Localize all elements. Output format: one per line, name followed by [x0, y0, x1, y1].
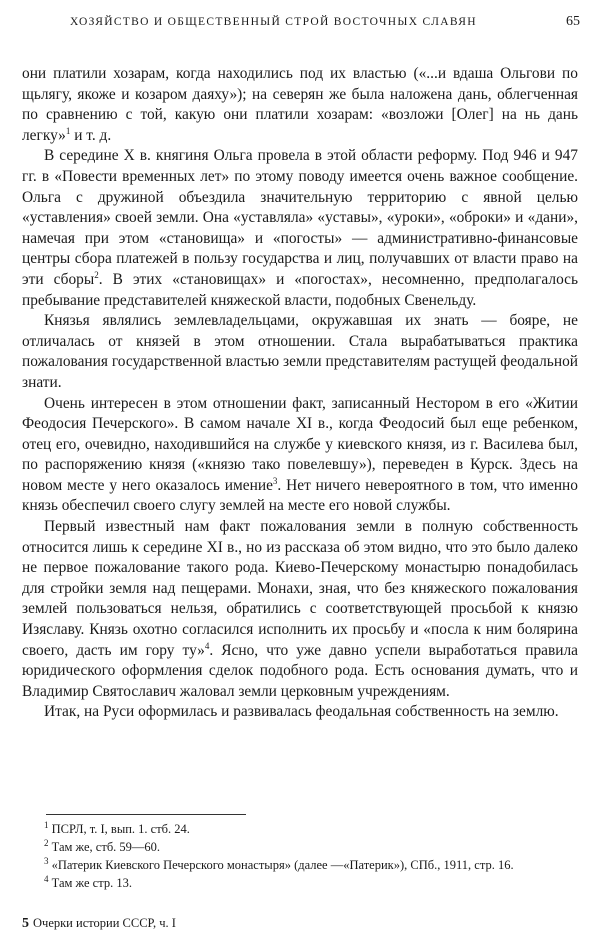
footnote-ref-3: 3 [272, 475, 278, 486]
signature-text: Очерки истории СССР, ч. I [33, 916, 176, 930]
paragraph-3: Князья являлись землевладельцами, окружавшая их знать — бояре, не отличалась от князей в этом отношении. Стала вырабатываться практика пожалования государственной властью земли представителям растущей феодальной знати. [22, 312, 578, 391]
running-title: ХОЗЯЙСТВО И ОБЩЕСТВЕННЫЙ СТРОЙ ВОСТОЧНЫХ СЛАВЯН [70, 16, 477, 28]
paragraph-5: Первый известный нам факт пожалования земли в полную собственность относится лишь к середине XI в., но из рассказа об этом видно, что это было далеко не первое пожалование такого рода. Киево-Печерскому монастырю понадобилась для стройки земля над пещерами. Монахи, зная, что без княжеского пожалования землей пользоваться нельзя, обратились с соответствующей просьбой к князю Изяславу. Князь охотно согласился исполнить их просьбу и «посла к ним болярина своего, дасть им гору ту»$^4$. Ясно, что уже давно успели выработаться правила юридического оформления сделок подобного рода. Есть основания думать, что и Владимир Святославич жаловал земли церковным учреждениям. [22, 518, 578, 700]
footnote: $^3$ «Патерик Киевского Печерского монастыря» (далее —«Патерик»), СПб., 1911, стр. 16. [44, 855, 514, 872]
page-number: 65 [566, 14, 580, 29]
paragraph-4: Очень интересен в этом отношении факт, записанный Нестором в его «Житии Феодосия Печерского». В самом начале XI в., когда Феодосий был еще ребенком, отец его, очевидно, находившийся на службе у киевского князя, из г. Василева был, по распоряжению князя («князю тако повелевшу»), переведен в Курск. Здесь на новом месте у него оказалось имение$^3$. Нет ничего невероятного в том, что именно князь обеспечил своего слугу землей на месте его новой службы. [22, 394, 578, 515]
footnote: $^1$ ПСРЛ, т. I, вып. 1. стб. 24. [44, 819, 190, 836]
footnote: $^4$ Там же стр. 13. [44, 873, 132, 890]
body-text [22, 64, 578, 723]
footnote-ref-4: 4 [204, 640, 210, 651]
footnotes [22, 820, 578, 892]
footnote-ref-2: 2 [94, 269, 99, 280]
paragraph-6: Итак, на Руси оформилась и развивалась феодальная собственность на землю. [44, 703, 559, 721]
paragraph-2: В середине X в. княгиня Ольга провела в этой области реформу. Под 946 и 947 гг. в «Повести временных лет» по этому поводу имеется очень важное сообщение. Ольга с дружиной объездила значительную территорию с явной целью «уставления» своей земли. Она «уставляла» «уставы», «уроки», «оброки» и «дани», намечая при этом «становища» и «погосты» — административно-финансовые центры сбора платежей в пользу государства и лиц, получавших от власти право на эти сборы$^2$. В этих «становищах» и «погостах», несомненно, предполагалось пребывание представителей княжеской власти, подобных Свенельду. [22, 147, 578, 309]
footnote-divider [46, 814, 246, 815]
footnote-ref-1: 1 [65, 125, 71, 136]
paragraph-1: они платили хозарам, когда находились под их властью («...и вдаша Ольгови по щьлягу, якоже и козаром даяху»); на северян же была наложена дань, облегченная по сравнению с той, какую они платили хозарам: «возложи [Олег] на нь дань легку»$^1$ и т. д. [22, 65, 578, 144]
footnote: $^2$ Там же, стб. 59—60. [44, 837, 161, 854]
signature-number: 5 [22, 916, 29, 931]
printer-signature [22, 916, 176, 932]
